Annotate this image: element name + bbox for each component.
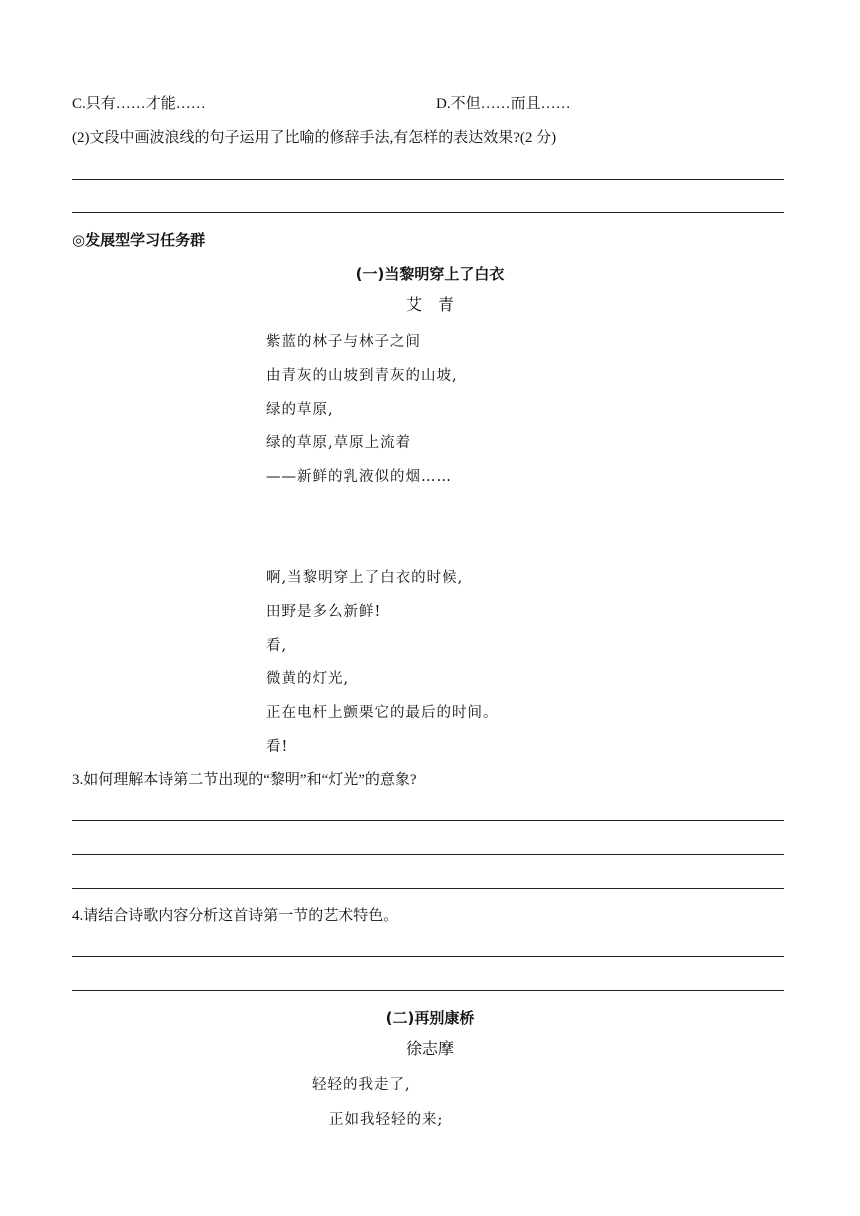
poem-line: 看! <box>266 739 289 755</box>
question-4: 4.请结合诗歌内容分析这首诗第一节的艺术特色。 <box>72 908 399 924</box>
poem-line: 正如我轻轻的来; <box>329 1112 444 1128</box>
answer-line <box>72 212 784 213</box>
option-c: C.只有……才能…… <box>72 96 206 112</box>
answer-line <box>72 888 784 889</box>
poem-line: 啊,当黎明穿上了白衣的时候, <box>266 570 464 586</box>
answer-line <box>72 820 784 821</box>
poem-line: 由青灰的山坡到青灰的山坡, <box>266 368 458 384</box>
poem-line: 正在电杆上颤栗它的最后的时间。 <box>266 705 499 721</box>
option-d: D.不但……而且…… <box>436 96 571 112</box>
poem-line: 田野是多么新鲜! <box>266 604 382 620</box>
question-3: 3.如何理解本诗第二节出现的“黎明”和“灯光”的意象? <box>72 772 417 788</box>
section-header: ◎发展型学习任务群 <box>72 231 206 249</box>
poem-line: 紫蓝的林子与林子之间 <box>266 334 421 350</box>
poem2-title: (二)再别康桥 <box>385 1009 475 1027</box>
poem-line: 微黄的灯光, <box>266 671 350 687</box>
poem-line: ——新鲜的乳液似的烟…… <box>266 469 452 485</box>
answer-line <box>72 854 784 855</box>
poem1-title: (一)当黎明穿上了白衣 <box>355 265 505 283</box>
poem2-author: 徐志摩 <box>405 1041 454 1058</box>
poem-line: 看, <box>266 638 288 654</box>
question-2: (2)文段中画波浪线的句子运用了比喻的修辞手法,有怎样的表达效果?(2 分) <box>72 130 557 146</box>
answer-line <box>72 179 784 180</box>
poem-line: 轻轻的我走了, <box>312 1077 411 1093</box>
answer-line <box>72 956 784 957</box>
poem-line: 绿的草原, <box>266 402 334 418</box>
poem1-author: 艾 青 <box>405 297 454 314</box>
poem-line: 绿的草原,草原上流着 <box>266 435 412 451</box>
answer-line <box>72 990 784 991</box>
